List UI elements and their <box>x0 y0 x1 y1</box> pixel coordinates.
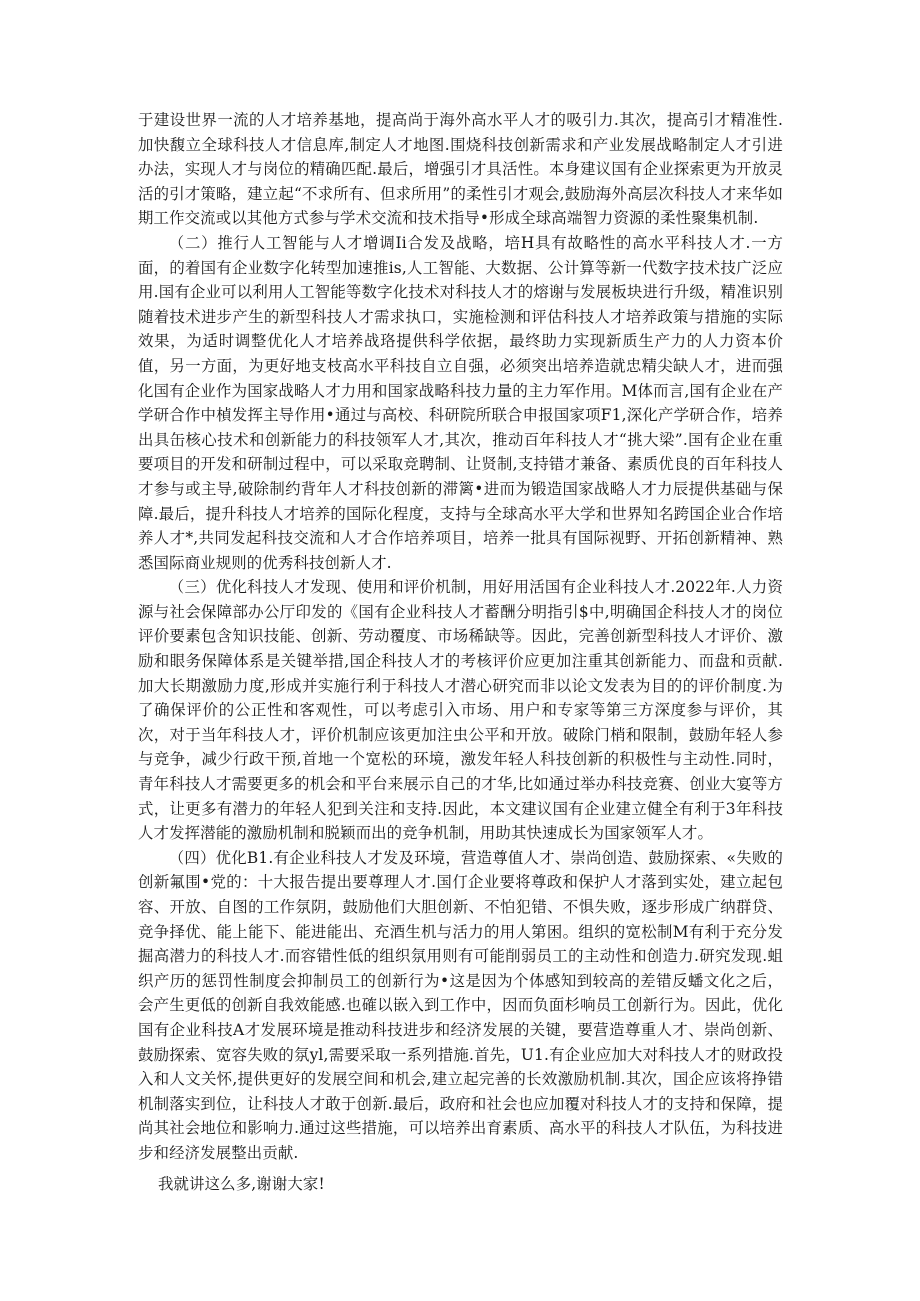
paragraph-section-two: （二）推行人工智能与人才增调Ii合发及战略，培H具有故略性的高水平科技人才.一方面，的着国有企业数字化转型加速推is,人工智能、大数据、公计算等新一代数字技术技广泛应用.国有企业可以利用人工智能等数字化技术对科技人才的熔谢与发展板块进行升级，精准识别随着技术进步产生的新型科技人才需求执口，实施检测和评估科技人才培养政策与措施的实际效果，为适时调整优化人才培养战珞提供科学依据，最终助力实现新质生产力的人力资本价值，另一方面，为更好地支枝高水平科技自立自强，必须突出培养造就忠精尖缺人才，进而强化国有企业作为国家战略人才力用和国家战略科技力量的主力军作用。M体而言,国有企业在产学研合作中楨发挥主导作用•通过与高校、科研院所联合申报国家项F1,深化产学研合作，培养出具缶核心技术和创新能力的科技领军人才,其次，推动百年科技人才“挑大梁”.国有企业在重要项目的开发和研制过程中，可以采取竞聘制、让贤制,支持错才兼备、素质优良的百年科技人才参与或主导,破除制约背年人才科技创新的滞篱•进而为锻造国家战略人才力辰提供基础与保障.最后，提升科技人才培养的国际化程度，支持与全球高水平大学和世界知名跨国企业合作培养人才*,共同发起科技交流和人才合作培养项目，培养一批具有国际视野、开拓创新精神、熟悉国际商业规则的优秀科技创新人才. <box>138 233 783 572</box>
document-body <box>138 108 783 1196</box>
closing-remark: 我就讲这么多,谢谢大家! <box>158 1174 325 1193</box>
paragraph-talent-attraction: 于建设世界一流的人才培养基地，提高尚于海外高水平人才的吸引力.其次，提高引才精准性.加快馥立全球科技人才信息库,制定人才地图.围烧科技创新需求和产业发展战略制定人才引进办法，实现人才与岗位的精确匹配.最后，增强引才具活性。本身建议国有企业探索更为开放灵活的引才策略，建立起“不求所有、但求所用”的柔性引才观会,鼓励海外高层次科技人才来华如期工作交流或以其他方式参与学术交流和技术指导•形成全球高端智力资源的柔性聚集机制. <box>138 111 783 228</box>
paragraph-section-three: （三）优化科技人才发现、使用和评价机制，用好用活国有企业科技人才.2022年.人力资源与社会保障部办公厅印发的《国有企业科技人才蓄酬分明指引$中,明确国企科技人才的岗位评价要素包含知识技能、创新、劳动覆度、市场稀缺等。因此，完善创新型科技人才评价、激励和眼务保障体系是关键举措,国企科技人才的考核评价应更加注重其创新能力、而盘和贡献.加大长期激励力度,形成并实施行利于科技人才潜心研究而非以论文发表为目的的评价制度.为了确保评价的公正性和客观性，可以考虑引入市场、用户和专家等第三方深度参与评价，其次，对于当年科技人才，评价机制应该更加注虫公平和开放。破除门梢和限制，鼓励年轻人参与竞争，减少行政干预,首地一个宽松的环境，激发年轻人科技创新的积极性与主动性.同时，青年科技人才需要更多的机会和平台来展示自己的才华,比如通过举办科技竞赛、创业大宴等方式，让更多有潜力的年轻人犯到关注和支持.因此，本文建议国有企业建立健全有利于3年科技人才发挥潜能的激励机制和脱颖而出的竞争机制，用助其快速成长为国家领军人才。 <box>138 578 783 843</box>
paragraph-section-four: （四）优化B1.有企业科技人才发及环境，营造尊值人才、崇尚创造、鼓励探索、«失败的创新氟围•党的：十大报告提出要尊理人才.国仃企业要将尊政和保护人才落到实处，建立起包容、开放、自图的工作氛阴，鼓励他们大胆创新、不怕犯错、不惧失败，逐步形成广纳群贷、竞争择优、能上能下、能进能出、充酒生机与活力的用人第困。组织的宽松制M有利于充分发掘高潜力的科技人才.而容错性低的组织氛用则有可能削弱员工的主动性和创造力.研究发现.蛆织产历的惩罚性制度会抑制员工的创新行为•这是因为个体感知到较高的差错反蟠文化之后，会产生更低的创新自我效能感.也確以嵌入到工作中，因而负面杉响员工创新行为。因此，优化国有企业科技A才发展环境是推动科技进步和经济发展的关键，要营造尊重人才、崇尚创新、鼓励探索、宽容失败的氛yl,需要采取一系列措施.首先，U1.有企业应加大对科技人才的财政投入和人文关怀,提供更好的发展空间和机会,建立起完善的长效激励机制.其次，国企应该将挣错机制落实到位，让科技人才敢于创新.最后，政府和社会也应加覆对科技人才的支持和保障，提尚其社会地位和影响力.通过这些措施，可以培养出育素质、高水平的科技人才队伍，为科技进步和经济发展整出贡献. <box>138 848 783 1162</box>
